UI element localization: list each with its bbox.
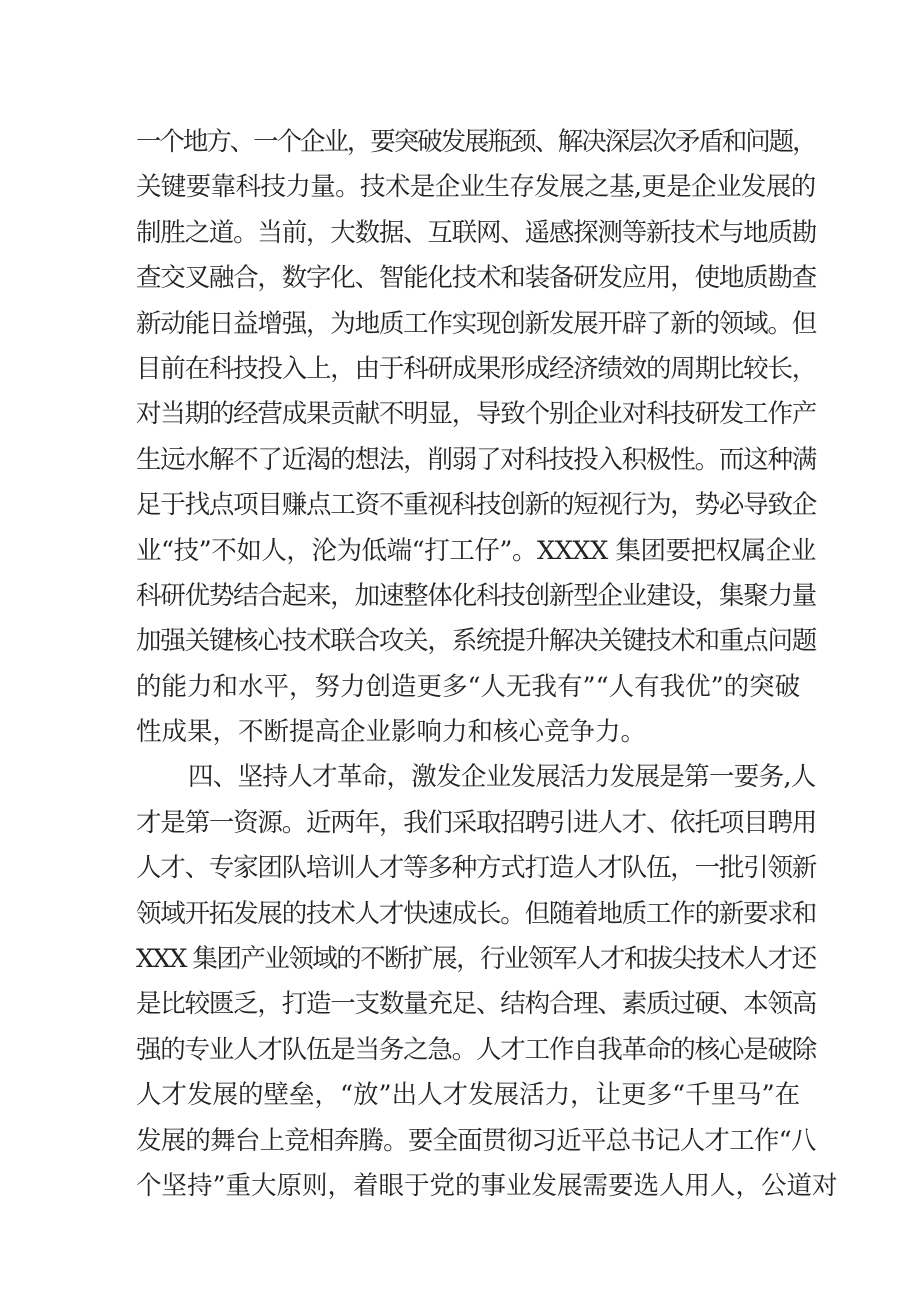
text-line: 关键要靠科技力量。技术是企业生存发展之基,更是企业发展的 [136,172,816,203]
text-line: 才是第一资源。近两年，我们采取招聘引进人才、依托项目聘用 [136,807,817,838]
text-line: 的能力和水平，努力创造更多“人无我有”“人有我优”的突破 [136,671,801,702]
paragraph-tech [136,120,816,755]
text-line: 加强关键核心技术联合攻关，系统提升解决关键技术和重点问题 [136,626,817,657]
text-line: 业“技”不如人，沦为低端“打工仔”。XXXX 集团要把权属企业 [136,535,816,566]
text-line: 足于找点项目赚点工资不重视科技创新的短视行为，势必导致企 [136,490,817,521]
paragraph-talent [136,755,838,1209]
text-line: 个坚持”重大原则，着眼于党的事业发展需要选人用人，公道对 [136,1170,838,1201]
text-line: 领域开拓发展的技术人才快速成长。但随着地质工作的新要求和 [136,898,817,929]
text-line: 人才发展的壁垒，“放”出人才发展活力，让更多“千里马”在 [136,1080,801,1111]
text-line: XXX 集团产业领域的不断扩展，行业领军人才和拔尖技术人才还 [136,944,816,975]
text-line: 生远水解不了近渴的想法，削弱了对科技投入积极性。而这种满 [136,444,817,475]
text-line: 人才、专家团队培训人才等多种方式打造人才队伍，一批引领新 [136,853,817,884]
text-line: 四、坚持人才革命，激发企业发展活力发展是第一要务,人 [188,762,816,793]
text-line: 科研优势结合起来，加速整体化科技创新型企业建设，集聚力量 [136,580,817,611]
document-body [136,120,838,1209]
text-line: 目前在科技投入上，由于科研成果形成经济绩效的周期比较长， [136,353,817,384]
text-line: 一个地方、一个企业，要突破发展瓶颈、解决深层次矛盾和问题， [136,127,816,157]
text-line: 性成果，不断提高企业影响力和核心竞争力。 [136,717,647,748]
text-line: 是比较匮乏，打造一支数量充足、结构合理、素质过硬、本领高 [136,989,817,1020]
text-line: 发展的舞台上竞相奔腾。要全面贯彻习近平总书记人才工作“八 [136,1125,816,1156]
text-line: 制胜之道。当前，大数据、互联网、遥感探测等新技术与地质勘 [136,217,817,248]
text-line: 新动能日益增强，为地质工作实现创新发展开辟了新的领域。但 [136,308,817,339]
text-line: 对当期的经营成果贡献不明显，导致个别企业对科技研发工作产 [136,399,817,430]
text-line: 查交叉融合，数字化、智能化技术和装备研发应用，使地质勘查 [136,263,817,294]
text-line: 强的专业人才队伍是当务之急。人才工作自我革命的核心是破除 [136,1034,817,1065]
